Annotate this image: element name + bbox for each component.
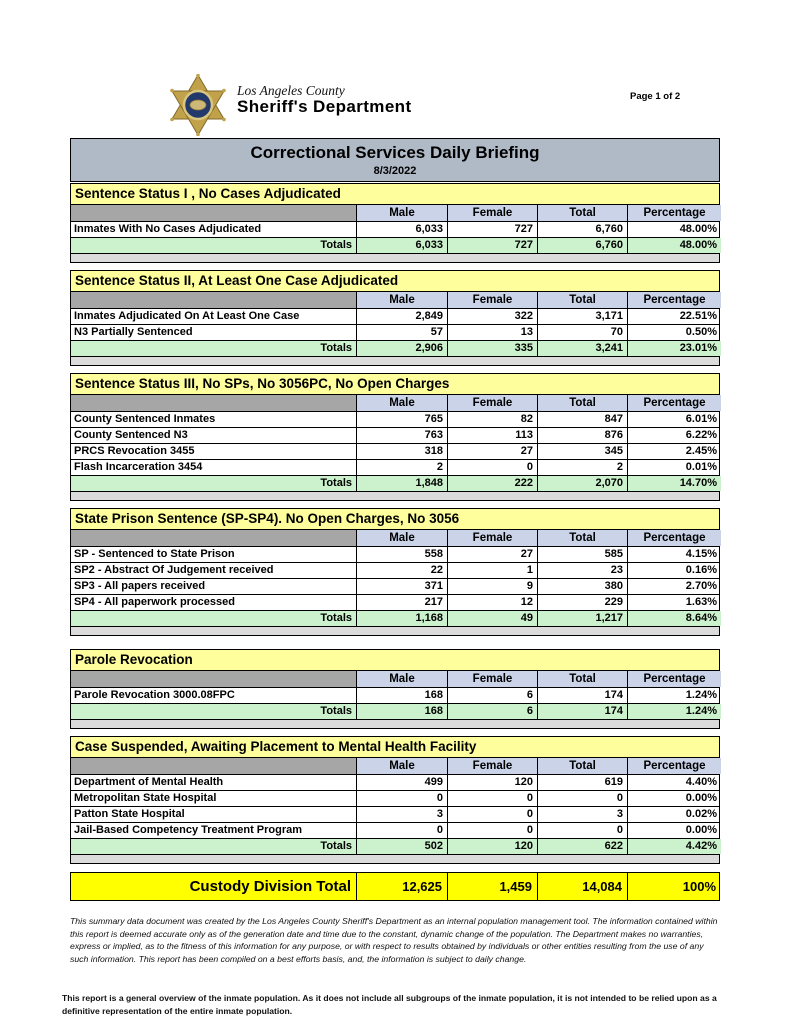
column-header-percentage: Percentage [627,671,721,687]
male-value: 371 [356,579,447,594]
percentage-value: 0.02% [627,807,721,822]
section-title: Sentence Status I , No Cases Adjudicated [71,184,719,204]
label-column-header [71,758,356,774]
percentage-value: 4.15% [627,547,721,562]
female-value: 0 [447,807,537,822]
totals-label: Totals [71,704,356,719]
female-value: 113 [447,428,537,443]
report-title-block [70,138,720,182]
female-value: 12 [447,595,537,610]
totals-percentage: 4.42% [627,839,721,854]
female-value: 1 [447,563,537,578]
column-header-total: Total [537,205,627,221]
agency-brand [237,84,412,116]
percentage-value: 2.70% [627,579,721,594]
column-header-female: Female [447,671,537,687]
column-header-total: Total [537,292,627,308]
section-parole-revocation [70,649,720,729]
male-value: 22 [356,563,447,578]
male-value: 558 [356,547,447,562]
female-value: 0 [447,823,537,838]
totals-label: Totals [71,341,356,356]
column-header-row [71,529,719,546]
female-value: 9 [447,579,537,594]
table-row [71,546,719,562]
column-header-percentage: Percentage [627,530,721,546]
totals-female: 335 [447,341,537,356]
section-spacer [71,491,719,500]
column-header-female: Female [447,205,537,221]
label-column-header [71,671,356,687]
row-label: Flash Incarceration 3454 [74,461,203,473]
column-header-row [71,757,719,774]
column-header-female: Female [447,530,537,546]
row-label: County Sentenced Inmates [74,413,216,425]
totals-male: 6,033 [356,238,447,253]
table-row [71,324,719,340]
table-row [71,221,719,237]
percentage-value: 0.16% [627,563,721,578]
totals-total: 3,241 [537,341,627,356]
percentage-value: 6.22% [627,428,721,443]
section-sentence-status-ii [70,270,720,366]
female-value: 0 [447,460,537,475]
column-header-male: Male [356,671,447,687]
row-label: PRCS Revocation 3455 [74,445,195,457]
totals-total: 1,217 [537,611,627,626]
female-value: 727 [447,222,537,237]
agency-county-name: Los Angeles County [237,83,345,98]
total-value: 847 [537,412,627,427]
column-header-percentage: Percentage [627,395,721,411]
column-header-row [71,291,719,308]
table-row [71,806,719,822]
report-date: 8/3/2022 [373,165,417,177]
section-title: Sentence Status III, No SPs, No 3056PC, No Open Charges [71,374,719,394]
column-header-female: Female [447,395,537,411]
totals-total: 174 [537,704,627,719]
totals-row [71,340,719,356]
report-body [62,138,720,1017]
section-spacer [71,719,719,728]
female-value: 27 [447,547,537,562]
total-value: 876 [537,428,627,443]
column-header-total: Total [537,395,627,411]
female-value: 322 [447,309,537,324]
custody-total-total: 14,084 [537,873,627,900]
totals-percentage: 48.00% [627,238,721,253]
male-value: 57 [356,325,447,340]
disclaimer-text: This summary data document was created by the Los Angeles County Sheriff's Department as an internal population management tool. The information contained within this report is deemed accurate only as of the generation date and time due to the constant, dynamic change of the population. The Department makes no warranties, express or implied, as to the fitness of this information for any purpose, or with respect to results obtained by individuals or other entities resulting from the use of any such information. This report has been compiled on a best efforts basis, and, the information is subject to daily change. [70,916,718,964]
row-label: Patton State Hospital [74,808,185,820]
column-header-percentage: Percentage [627,292,721,308]
total-value: 229 [537,595,627,610]
custody-total-male: 12,625 [356,873,447,900]
percentage-value: 4.40% [627,775,721,790]
male-value: 168 [356,688,447,703]
section-sentence-status-iii [70,373,720,501]
totals-label: Totals [71,476,356,491]
totals-label: Totals [71,611,356,626]
table-row [71,822,719,838]
row-label: SP3 - All papers received [74,580,206,592]
row-label: SP2 - Abstract Of Judgement received [74,564,274,576]
row-label: Department of Mental Health [74,776,224,788]
percentage-value: 1.63% [627,595,721,610]
total-value: 3,171 [537,309,627,324]
custody-total-female: 1,459 [447,873,537,900]
totals-male: 2,906 [356,341,447,356]
custody-division-total-row [70,872,720,901]
total-value: 619 [537,775,627,790]
total-value: 23 [537,563,627,578]
column-header-row [71,670,719,687]
row-label: Inmates With No Cases Adjudicated [74,223,262,235]
row-label: Parole Revocation 3000.08FPC [74,689,235,701]
label-column-header [71,530,356,546]
table-row [71,411,719,427]
table-row [71,594,719,610]
row-label: County Sentenced N3 [74,429,188,441]
total-value: 70 [537,325,627,340]
table-row [71,308,719,324]
row-label: Metropolitan State Hospital [74,792,217,804]
totals-female: 6 [447,704,537,719]
female-value: 0 [447,791,537,806]
total-value: 380 [537,579,627,594]
table-row [71,427,719,443]
totals-female: 222 [447,476,537,491]
totals-male: 1,848 [356,476,447,491]
column-header-female: Female [447,292,537,308]
agency-department-name: Sheriff's Department [237,97,412,117]
column-header-male: Male [356,395,447,411]
table-row [71,774,719,790]
totals-row [71,610,719,626]
percentage-value: 0.50% [627,325,721,340]
section-spacer [71,253,719,262]
row-label: SP4 - All paperwork processed [74,596,235,608]
column-header-percentage: Percentage [627,205,721,221]
custody-total-percentage: 100% [627,873,721,900]
column-header-total: Total [537,671,627,687]
male-value: 499 [356,775,447,790]
total-value: 585 [537,547,627,562]
label-column-header [71,292,356,308]
table-row [71,687,719,703]
totals-label: Totals [71,839,356,854]
percentage-value: 6.01% [627,412,721,427]
totals-total: 2,070 [537,476,627,491]
female-value: 120 [447,775,537,790]
totals-percentage: 1.24% [627,704,721,719]
section-title: Sentence Status II, At Least One Case Adjudicated [71,271,719,291]
total-value: 345 [537,444,627,459]
male-value: 763 [356,428,447,443]
male-value: 3 [356,807,447,822]
label-column-header [71,395,356,411]
female-value: 82 [447,412,537,427]
male-value: 765 [356,412,447,427]
totals-male: 502 [356,839,447,854]
column-header-total: Total [537,758,627,774]
table-row [71,459,719,475]
total-value: 0 [537,823,627,838]
section-title: State Prison Sentence (SP-SP4). No Open Charges, No 3056 [71,509,719,529]
totals-row [71,237,719,253]
male-value: 2,849 [356,309,447,324]
percentage-value: 1.24% [627,688,721,703]
totals-female: 120 [447,839,537,854]
sheriff-star-badge-icon [166,74,230,141]
column-header-row [71,204,719,221]
percentage-value: 0.00% [627,791,721,806]
totals-female: 49 [447,611,537,626]
totals-row [71,475,719,491]
section-title: Parole Revocation [71,650,719,670]
column-header-row [71,394,719,411]
table-row [71,790,719,806]
column-header-total: Total [537,530,627,546]
totals-total: 622 [537,839,627,854]
column-header-percentage: Percentage [627,758,721,774]
totals-female: 727 [447,238,537,253]
column-header-male: Male [356,758,447,774]
page-number-label: Page 1 of 2 [630,91,681,102]
row-label: SP - Sentenced to State Prison [74,548,235,560]
report-title: Correctional Services Daily Briefing [250,143,540,162]
percentage-value: 22.51% [627,309,721,324]
column-header-female: Female [447,758,537,774]
total-value: 174 [537,688,627,703]
table-row [71,578,719,594]
male-value: 217 [356,595,447,610]
column-header-male: Male [356,205,447,221]
totals-label: Totals [71,238,356,253]
totals-percentage: 23.01% [627,341,721,356]
female-value: 27 [447,444,537,459]
totals-percentage: 14.70% [627,476,721,491]
totals-total: 6,760 [537,238,627,253]
totals-male: 168 [356,704,447,719]
total-value: 2 [537,460,627,475]
totals-male: 1,168 [356,611,447,626]
row-label: N3 Partially Sentenced [74,326,193,338]
section-title: Case Suspended, Awaiting Placement to Mental Health Facility [71,737,719,757]
section-spacer [71,356,719,365]
male-value: 2 [356,460,447,475]
row-label: Jail-Based Competency Treatment Program [74,824,303,836]
row-label: Inmates Adjudicated On At Least One Case [74,310,300,322]
table-row [71,562,719,578]
male-value: 6,033 [356,222,447,237]
male-value: 0 [356,791,447,806]
percentage-value: 0.01% [627,460,721,475]
totals-row [71,838,719,854]
female-value: 13 [447,325,537,340]
column-header-male: Male [356,530,447,546]
total-value: 3 [537,807,627,822]
table-row [71,443,719,459]
section-case-suspended-mental-health [70,736,720,864]
column-header-male: Male [356,292,447,308]
percentage-value: 48.00% [627,222,721,237]
custody-total-label: Custody Division Total [189,878,351,895]
male-value: 318 [356,444,447,459]
totals-percentage: 8.64% [627,611,721,626]
totals-row [71,703,719,719]
percentage-value: 2.45% [627,444,721,459]
footnote-text: This report is a general overview of the inmate population. As it does not include all subgroups of the inmate population, it is not intended to be relied upon as a definitive representation of the entire inmate population. [62,993,717,1016]
total-value: 0 [537,791,627,806]
female-value: 6 [447,688,537,703]
section-sentence-status-i [70,183,720,263]
section-state-prison-sentence [70,508,720,636]
section-spacer [71,626,719,635]
male-value: 0 [356,823,447,838]
total-value: 6,760 [537,222,627,237]
label-column-header [71,205,356,221]
section-spacer [71,854,719,863]
percentage-value: 0.00% [627,823,721,838]
